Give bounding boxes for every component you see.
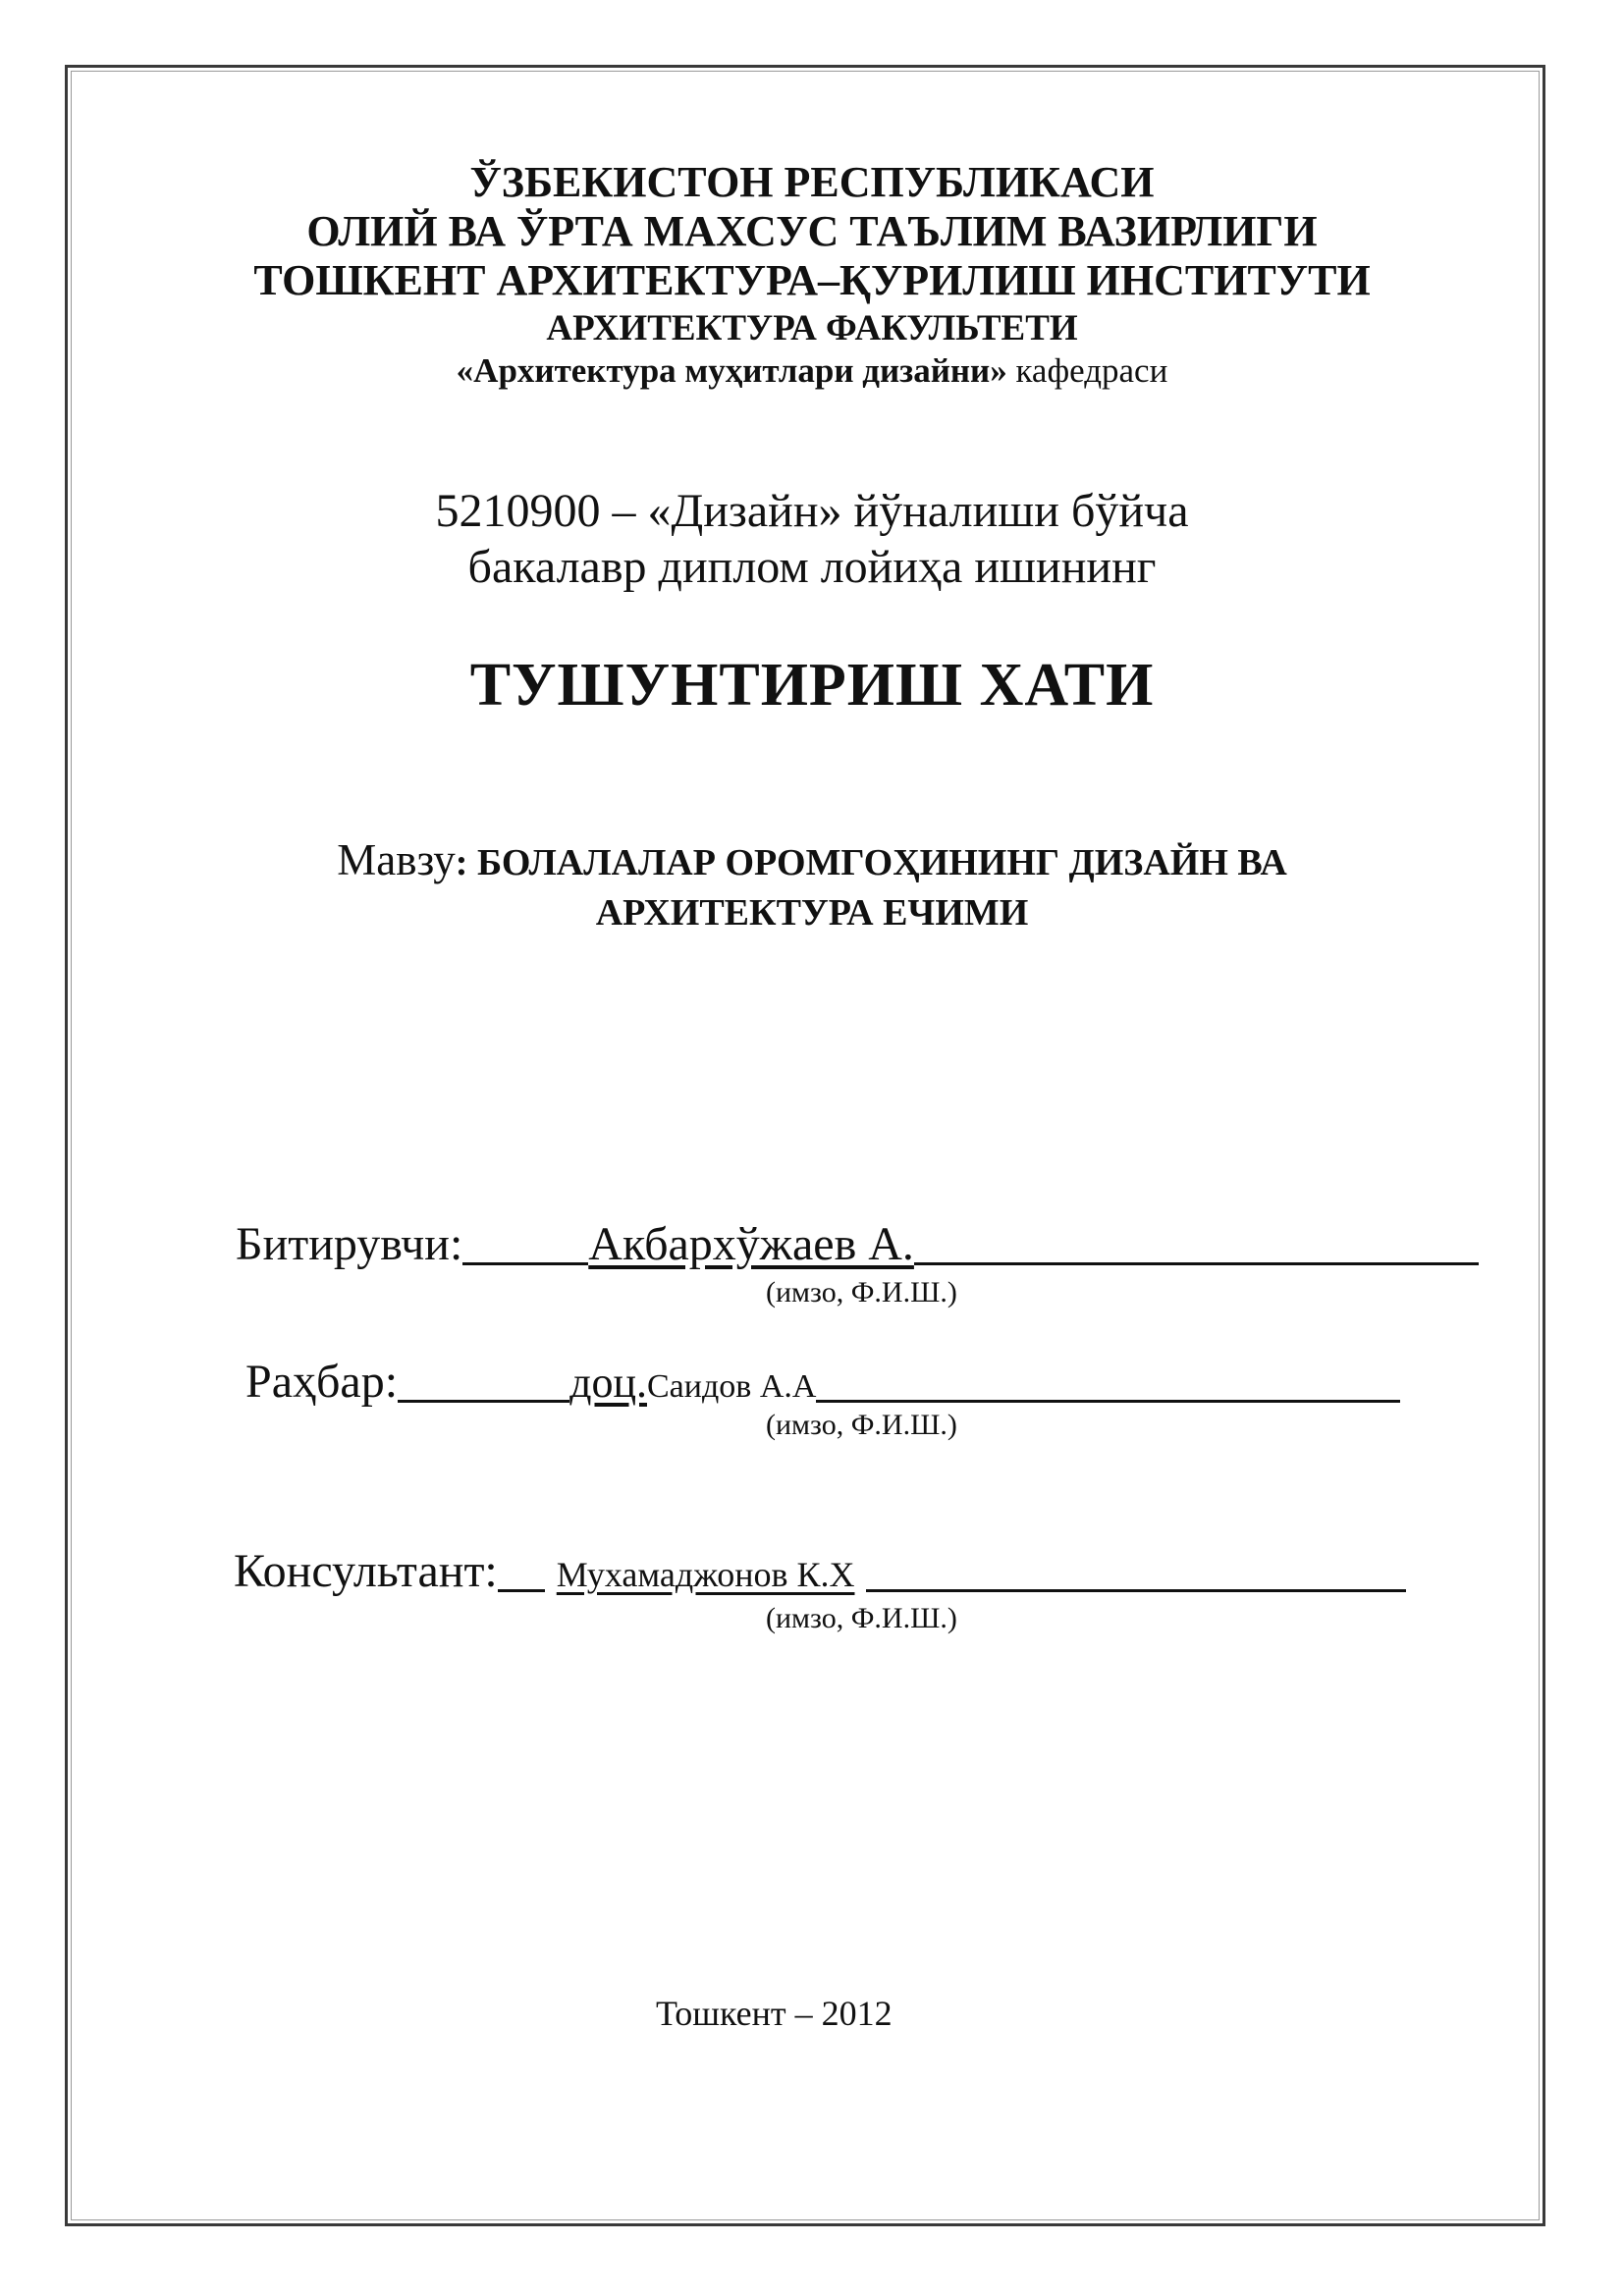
department-name: «Архитектура муҳитлари дизайни»	[456, 351, 1007, 390]
country-heading: ЎЗБЕКИСТОН РЕСПУБЛИКАСИ	[469, 158, 1155, 206]
document-title: ТУШУНТИРИШ ХАТИ	[469, 652, 1155, 719]
supervisor-blank-left	[398, 1400, 569, 1403]
topic-value-line-1: : БОЛАЛАЛАР ОРОМГОҲИНИНГ ДИЗАЙН ВА	[455, 842, 1287, 883]
department-suffix: кафедраси	[1006, 351, 1168, 390]
supervisor-title: доц.	[569, 1359, 647, 1407]
consultant-name: Мухамаджонов К.Х	[556, 1555, 855, 1594]
department-line	[0, 351, 1624, 391]
consultant-label: Консультант:	[234, 1545, 498, 1597]
supervisor-signature-row	[245, 1355, 1400, 1409]
city-year: Тошкент – 2012	[656, 1994, 893, 2033]
supervisor-signature-line	[816, 1400, 1400, 1403]
topic-value-line-2: АРХИТЕКТУРА ЕЧИМИ	[595, 892, 1029, 934]
graduate-signature-row	[236, 1217, 1479, 1271]
specialty-line-2: бакалавр диплом лойиҳа ишининг	[467, 541, 1157, 593]
institute-heading: ТОШКЕНТ АРХИТЕКТУРА–ҚУРИЛИШ ИНСТИТУТИ	[253, 256, 1371, 304]
graduate-hint: (имзо, Ф.И.Ш.)	[766, 1276, 957, 1308]
consultant-hint: (имзо, Ф.И.Ш.)	[766, 1602, 957, 1634]
topic-line	[0, 834, 1624, 885]
supervisor-label: Раҳбар:	[245, 1356, 399, 1408]
faculty-heading: АРХИТЕКТУРА ФАКУЛЬТЕТИ	[546, 308, 1078, 348]
ministry-heading: ОЛИЙ ВА ЎРТА МАХСУС ТАЪЛИМ ВАЗИРЛИГИ	[306, 207, 1318, 255]
consultant-signature-line	[866, 1589, 1406, 1592]
specialty-line-1: 5210900 – «Дизайн» йўналиши бўйча	[435, 485, 1189, 537]
supervisor-hint: (имзо, Ф.И.Ш.)	[766, 1409, 957, 1441]
supervisor-name: Саидов А.А	[647, 1368, 817, 1405]
graduate-blank-left	[462, 1262, 588, 1265]
consultant-signature-row	[234, 1544, 1406, 1598]
graduate-signature-line	[914, 1262, 1479, 1265]
consultant-blank-left	[498, 1589, 545, 1592]
graduate-name: Акбархўжаев А.	[588, 1218, 914, 1270]
graduate-label: Битирувчи:	[236, 1218, 463, 1270]
topic-label: Мавзу	[337, 835, 456, 884]
